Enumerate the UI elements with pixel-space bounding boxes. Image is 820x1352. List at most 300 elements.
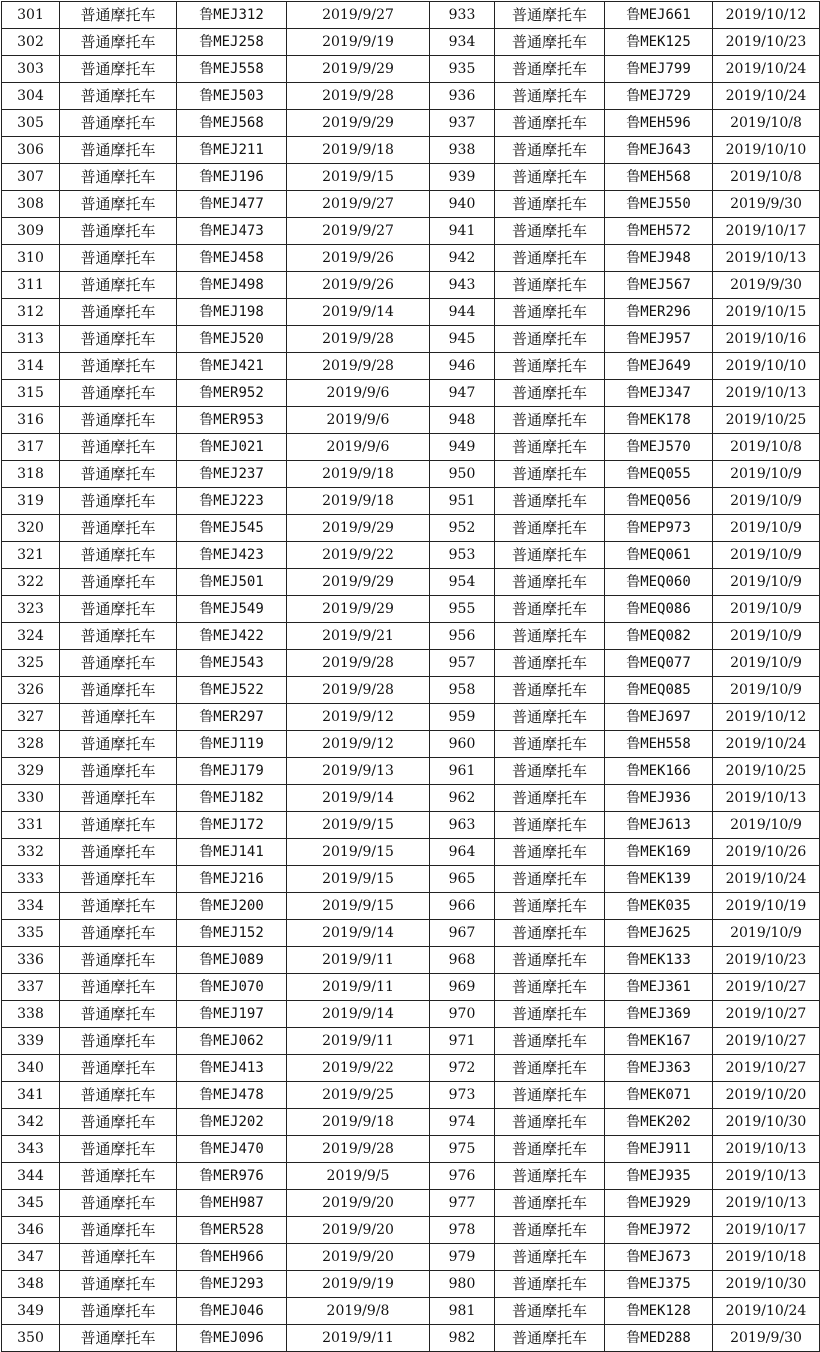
vehicle-type-right: 普通摩托车: [495, 272, 605, 299]
vehicle-type-left: 普通摩托车: [60, 164, 177, 191]
registration-date-left: 2019/9/20: [287, 1217, 430, 1244]
plate-number-right: 鲁MEK035: [605, 893, 713, 920]
row-number-left: 302: [2, 29, 60, 56]
row-number-left: 345: [2, 1190, 60, 1217]
plate-number-left: 鲁MEJ089: [177, 947, 287, 974]
row-number-left: 313: [2, 326, 60, 353]
plate-number-right: 鲁MEK202: [605, 1109, 713, 1136]
vehicle-type-right: 普通摩托车: [495, 596, 605, 623]
row-number-left: 305: [2, 110, 60, 137]
table-row: [2, 1244, 820, 1271]
row-number-left: 343: [2, 1136, 60, 1163]
plate-number-right: 鲁MEJ661: [605, 2, 713, 29]
registration-date-right: 2019/10/9: [713, 920, 820, 947]
table-row: [2, 920, 820, 947]
registration-date-left: 2019/9/26: [287, 245, 430, 272]
registration-date-left: 2019/9/18: [287, 461, 430, 488]
plate-number-left: 鲁MER952: [177, 380, 287, 407]
plate-number-right: 鲁MEK071: [605, 1082, 713, 1109]
registration-date-left: 2019/9/28: [287, 353, 430, 380]
vehicle-type-left: 普通摩托车: [60, 326, 177, 353]
vehicle-type-right: 普通摩托车: [495, 1055, 605, 1082]
plate-number-left: 鲁MEJ196: [177, 164, 287, 191]
vehicle-type-right: 普通摩托车: [495, 947, 605, 974]
vehicle-type-left: 普通摩托车: [60, 245, 177, 272]
plate-number-left: 鲁MEJ293: [177, 1271, 287, 1298]
vehicle-type-right: 普通摩托车: [495, 380, 605, 407]
table-row: [2, 893, 820, 920]
table-body: [2, 2, 820, 1352]
plate-number-left: 鲁MEJ211: [177, 137, 287, 164]
row-number-left: 321: [2, 542, 60, 569]
registration-date-right: 2019/10/13: [713, 1136, 820, 1163]
plate-number-left: 鲁MEJ312: [177, 2, 287, 29]
registration-date-right: 2019/10/18: [713, 1244, 820, 1271]
registration-date-right: 2019/10/20: [713, 1082, 820, 1109]
table-row: [2, 1109, 820, 1136]
vehicle-type-left: 普通摩托车: [60, 1244, 177, 1271]
plate-number-right: 鲁MEQ077: [605, 650, 713, 677]
row-number-right: 981: [430, 1298, 495, 1325]
row-number-left: 341: [2, 1082, 60, 1109]
plate-number-left: 鲁MEJ421: [177, 353, 287, 380]
plate-number-right: 鲁MEJ567: [605, 272, 713, 299]
plate-number-left: 鲁MEJ152: [177, 920, 287, 947]
vehicle-type-left: 普通摩托车: [60, 677, 177, 704]
registration-date-left: 2019/9/15: [287, 812, 430, 839]
vehicle-type-right: 普通摩托车: [495, 866, 605, 893]
row-number-left: 331: [2, 812, 60, 839]
table-row: [2, 1190, 820, 1217]
vehicle-type-left: 普通摩托车: [60, 380, 177, 407]
registration-date-right: 2019/10/17: [713, 218, 820, 245]
registration-date-left: 2019/9/27: [287, 191, 430, 218]
registration-date-left: 2019/9/13: [287, 758, 430, 785]
vehicle-type-right: 普通摩托车: [495, 623, 605, 650]
row-number-left: 350: [2, 1325, 60, 1352]
table-row: [2, 272, 820, 299]
row-number-right: 965: [430, 866, 495, 893]
vehicle-type-left: 普通摩托车: [60, 920, 177, 947]
vehicle-type-left: 普通摩托车: [60, 272, 177, 299]
row-number-left: 303: [2, 56, 60, 83]
plate-number-right: 鲁MEJ948: [605, 245, 713, 272]
vehicle-type-left: 普通摩托车: [60, 542, 177, 569]
row-number-left: 347: [2, 1244, 60, 1271]
table-row: [2, 434, 820, 461]
row-number-right: 937: [430, 110, 495, 137]
plate-number-right: 鲁MEJ957: [605, 326, 713, 353]
table-row: [2, 515, 820, 542]
row-number-right: 979: [430, 1244, 495, 1271]
vehicle-type-left: 普通摩托车: [60, 596, 177, 623]
plate-number-right: 鲁MEQ056: [605, 488, 713, 515]
plate-number-left: 鲁MEJ458: [177, 245, 287, 272]
row-number-left: 349: [2, 1298, 60, 1325]
row-number-left: 336: [2, 947, 60, 974]
registration-date-left: 2019/9/28: [287, 83, 430, 110]
row-number-right: 963: [430, 812, 495, 839]
row-number-left: 304: [2, 83, 60, 110]
plate-number-left: 鲁MEJ202: [177, 1109, 287, 1136]
registration-date-left: 2019/9/22: [287, 542, 430, 569]
row-number-right: 967: [430, 920, 495, 947]
row-number-right: 958: [430, 677, 495, 704]
vehicle-type-left: 普通摩托车: [60, 461, 177, 488]
plate-number-right: 鲁MEJ929: [605, 1190, 713, 1217]
row-number-left: 314: [2, 353, 60, 380]
vehicle-type-left: 普通摩托车: [60, 110, 177, 137]
row-number-left: 316: [2, 407, 60, 434]
vehicle-type-left: 普通摩托车: [60, 29, 177, 56]
vehicle-type-right: 普通摩托车: [495, 974, 605, 1001]
table-row: [2, 326, 820, 353]
row-number-left: 310: [2, 245, 60, 272]
plate-number-right: 鲁MEJ347: [605, 380, 713, 407]
vehicle-type-right: 普通摩托车: [495, 515, 605, 542]
vehicle-type-right: 普通摩托车: [495, 704, 605, 731]
vehicle-type-left: 普通摩托车: [60, 1217, 177, 1244]
row-number-left: 346: [2, 1217, 60, 1244]
vehicle-registration-table: [1, 1, 820, 1352]
plate-number-right: 鲁MEJ369: [605, 1001, 713, 1028]
table-row: [2, 677, 820, 704]
row-number-left: 348: [2, 1271, 60, 1298]
plate-number-right: 鲁MEQ060: [605, 569, 713, 596]
registration-date-right: 2019/10/24: [713, 1298, 820, 1325]
plate-number-left: 鲁MEJ568: [177, 110, 287, 137]
row-number-left: 317: [2, 434, 60, 461]
plate-number-left: 鲁MER953: [177, 407, 287, 434]
registration-date-left: 2019/9/18: [287, 137, 430, 164]
registration-date-left: 2019/9/14: [287, 299, 430, 326]
row-number-left: 324: [2, 623, 60, 650]
table-row: [2, 164, 820, 191]
registration-date-left: 2019/9/11: [287, 1325, 430, 1352]
plate-number-left: 鲁MEJ021: [177, 434, 287, 461]
plate-number-left: 鲁MEJ470: [177, 1136, 287, 1163]
vehicle-type-right: 普通摩托车: [495, 1244, 605, 1271]
row-number-right: 956: [430, 623, 495, 650]
table-row: [2, 83, 820, 110]
registration-date-left: 2019/9/14: [287, 920, 430, 947]
vehicle-type-left: 普通摩托车: [60, 137, 177, 164]
registration-date-left: 2019/9/11: [287, 974, 430, 1001]
plate-number-right: 鲁MEJ697: [605, 704, 713, 731]
registration-date-left: 2019/9/25: [287, 1082, 430, 1109]
plate-number-left: 鲁MEJ543: [177, 650, 287, 677]
row-number-right: 951: [430, 488, 495, 515]
table-row: [2, 380, 820, 407]
plate-number-left: 鲁MEJ478: [177, 1082, 287, 1109]
registration-date-left: 2019/9/27: [287, 2, 430, 29]
table-row: [2, 704, 820, 731]
plate-number-right: 鲁MEK128: [605, 1298, 713, 1325]
registration-date-right: 2019/10/27: [713, 1055, 820, 1082]
row-number-left: 342: [2, 1109, 60, 1136]
registration-date-right: 2019/10/30: [713, 1271, 820, 1298]
vehicle-type-right: 普通摩托车: [495, 731, 605, 758]
table-row: [2, 218, 820, 245]
registration-date-left: 2019/9/21: [287, 623, 430, 650]
table-row: [2, 29, 820, 56]
registration-date-left: 2019/9/29: [287, 110, 430, 137]
vehicle-type-right: 普通摩托车: [495, 299, 605, 326]
registration-date-left: 2019/9/15: [287, 164, 430, 191]
vehicle-type-left: 普通摩托车: [60, 434, 177, 461]
vehicle-type-left: 普通摩托车: [60, 1109, 177, 1136]
registration-date-left: 2019/9/22: [287, 1055, 430, 1082]
vehicle-type-left: 普通摩托车: [60, 893, 177, 920]
row-number-right: 941: [430, 218, 495, 245]
vehicle-type-right: 普通摩托车: [495, 920, 605, 947]
row-number-right: 976: [430, 1163, 495, 1190]
vehicle-type-left: 普通摩托车: [60, 731, 177, 758]
plate-number-left: 鲁MEJ141: [177, 839, 287, 866]
registration-date-right: 2019/10/12: [713, 2, 820, 29]
vehicle-type-left: 普通摩托车: [60, 488, 177, 515]
registration-date-right: 2019/10/26: [713, 839, 820, 866]
row-number-left: 301: [2, 2, 60, 29]
registration-date-right: 2019/10/24: [713, 56, 820, 83]
vehicle-type-right: 普通摩托车: [495, 1325, 605, 1352]
row-number-right: 936: [430, 83, 495, 110]
table-row: [2, 1325, 820, 1352]
row-number-right: 968: [430, 947, 495, 974]
registration-date-left: 2019/9/15: [287, 866, 430, 893]
plate-number-left: 鲁MEJ549: [177, 596, 287, 623]
registration-date-right: 2019/10/9: [713, 596, 820, 623]
registration-date-left: 2019/9/12: [287, 731, 430, 758]
row-number-left: 311: [2, 272, 60, 299]
vehicle-type-left: 普通摩托车: [60, 1028, 177, 1055]
vehicle-type-left: 普通摩托车: [60, 785, 177, 812]
registration-date-left: 2019/9/6: [287, 434, 430, 461]
registration-date-right: 2019/10/25: [713, 758, 820, 785]
table-row: [2, 623, 820, 650]
plate-number-right: 鲁MEJ625: [605, 920, 713, 947]
plate-number-right: 鲁MEK167: [605, 1028, 713, 1055]
vehicle-type-left: 普通摩托车: [60, 56, 177, 83]
plate-number-right: 鲁MEK125: [605, 29, 713, 56]
row-number-right: 934: [430, 29, 495, 56]
registration-date-right: 2019/10/24: [713, 83, 820, 110]
registration-date-right: 2019/10/9: [713, 515, 820, 542]
plate-number-right: 鲁MEK169: [605, 839, 713, 866]
plate-number-left: 鲁MEJ119: [177, 731, 287, 758]
table-row: [2, 2, 820, 29]
registration-date-left: 2019/9/8: [287, 1298, 430, 1325]
registration-date-left: 2019/9/18: [287, 488, 430, 515]
plate-number-right: 鲁MEQ085: [605, 677, 713, 704]
vehicle-type-left: 普通摩托车: [60, 866, 177, 893]
vehicle-type-left: 普通摩托车: [60, 299, 177, 326]
plate-number-right: 鲁MER296: [605, 299, 713, 326]
row-number-right: 980: [430, 1271, 495, 1298]
vehicle-type-right: 普通摩托车: [495, 83, 605, 110]
row-number-right: 957: [430, 650, 495, 677]
plate-number-left: 鲁MEJ198: [177, 299, 287, 326]
table-row: [2, 974, 820, 1001]
row-number-right: 935: [430, 56, 495, 83]
row-number-left: 340: [2, 1055, 60, 1082]
table-row: [2, 461, 820, 488]
vehicle-type-right: 普通摩托车: [495, 758, 605, 785]
table-row: [2, 1136, 820, 1163]
vehicle-type-left: 普通摩托车: [60, 1325, 177, 1352]
row-number-left: 308: [2, 191, 60, 218]
registration-date-left: 2019/9/20: [287, 1244, 430, 1271]
plate-number-left: 鲁MEJ498: [177, 272, 287, 299]
vehicle-type-right: 普通摩托车: [495, 164, 605, 191]
registration-date-right: 2019/10/16: [713, 326, 820, 353]
table-row: [2, 245, 820, 272]
registration-date-left: 2019/9/12: [287, 704, 430, 731]
row-number-left: 344: [2, 1163, 60, 1190]
plate-number-right: 鲁MEJ570: [605, 434, 713, 461]
vehicle-type-right: 普通摩托车: [495, 650, 605, 677]
row-number-right: 940: [430, 191, 495, 218]
registration-date-right: 2019/10/27: [713, 974, 820, 1001]
row-number-left: 315: [2, 380, 60, 407]
row-number-right: 938: [430, 137, 495, 164]
registration-date-right: 2019/10/19: [713, 893, 820, 920]
row-number-right: 948: [430, 407, 495, 434]
vehicle-type-right: 普通摩托车: [495, 29, 605, 56]
plate-number-left: 鲁MEJ258: [177, 29, 287, 56]
vehicle-type-right: 普通摩托车: [495, 1109, 605, 1136]
vehicle-type-right: 普通摩托车: [495, 488, 605, 515]
table-row: [2, 1055, 820, 1082]
registration-date-right: 2019/10/10: [713, 137, 820, 164]
table-row: [2, 191, 820, 218]
registration-date-left: 2019/9/28: [287, 650, 430, 677]
table-row: [2, 137, 820, 164]
vehicle-type-right: 普通摩托车: [495, 1271, 605, 1298]
plate-number-left: 鲁MEJ503: [177, 83, 287, 110]
registration-date-left: 2019/9/29: [287, 596, 430, 623]
vehicle-type-right: 普通摩托车: [495, 1217, 605, 1244]
vehicle-type-right: 普通摩托车: [495, 542, 605, 569]
plate-number-left: 鲁MEJ237: [177, 461, 287, 488]
plate-number-right: 鲁MEH596: [605, 110, 713, 137]
plate-number-left: 鲁MEJ520: [177, 326, 287, 353]
registration-date-right: 2019/10/23: [713, 947, 820, 974]
vehicle-type-right: 普通摩托车: [495, 191, 605, 218]
vehicle-type-left: 普通摩托车: [60, 1136, 177, 1163]
row-number-left: 330: [2, 785, 60, 812]
row-number-right: 939: [430, 164, 495, 191]
plate-number-left: 鲁MEJ172: [177, 812, 287, 839]
registration-date-right: 2019/10/27: [713, 1001, 820, 1028]
row-number-right: 969: [430, 974, 495, 1001]
row-number-right: 960: [430, 731, 495, 758]
registration-date-right: 2019/10/8: [713, 434, 820, 461]
row-number-left: 309: [2, 218, 60, 245]
row-number-right: 950: [430, 461, 495, 488]
plate-number-right: 鲁MEJ729: [605, 83, 713, 110]
registration-date-left: 2019/9/29: [287, 569, 430, 596]
table-row: [2, 596, 820, 623]
vehicle-type-left: 普通摩托车: [60, 353, 177, 380]
row-number-right: 947: [430, 380, 495, 407]
table-row: [2, 839, 820, 866]
vehicle-type-right: 普通摩托车: [495, 326, 605, 353]
registration-date-left: 2019/9/28: [287, 677, 430, 704]
registration-date-right: 2019/10/23: [713, 29, 820, 56]
row-number-right: 953: [430, 542, 495, 569]
table-row: [2, 758, 820, 785]
row-number-left: 306: [2, 137, 60, 164]
vehicle-type-right: 普通摩托车: [495, 839, 605, 866]
plate-number-right: 鲁MEQ082: [605, 623, 713, 650]
vehicle-type-right: 普通摩托车: [495, 1082, 605, 1109]
table-row: [2, 488, 820, 515]
plate-number-right: 鲁MEJ649: [605, 353, 713, 380]
vehicle-type-left: 普通摩托车: [60, 569, 177, 596]
plate-number-right: 鲁MEQ055: [605, 461, 713, 488]
row-number-right: 962: [430, 785, 495, 812]
plate-number-left: 鲁MEJ179: [177, 758, 287, 785]
plate-number-right: 鲁MEJ375: [605, 1271, 713, 1298]
registration-date-left: 2019/9/11: [287, 1028, 430, 1055]
registration-date-left: 2019/9/20: [287, 1190, 430, 1217]
registration-date-right: 2019/10/15: [713, 299, 820, 326]
vehicle-type-left: 普通摩托车: [60, 1055, 177, 1082]
plate-number-left: 鲁MEH987: [177, 1190, 287, 1217]
vehicle-type-right: 普通摩托车: [495, 1136, 605, 1163]
table-row: [2, 542, 820, 569]
vehicle-type-right: 普通摩托车: [495, 407, 605, 434]
registration-date-right: 2019/10/9: [713, 569, 820, 596]
plate-number-left: 鲁MER976: [177, 1163, 287, 1190]
vehicle-type-right: 普通摩托车: [495, 56, 605, 83]
vehicle-type-left: 普通摩托车: [60, 1298, 177, 1325]
row-number-left: 332: [2, 839, 60, 866]
row-number-right: 974: [430, 1109, 495, 1136]
vehicle-type-left: 普通摩托车: [60, 218, 177, 245]
registration-date-left: 2019/9/15: [287, 893, 430, 920]
plate-number-right: 鲁MEJ361: [605, 974, 713, 1001]
vehicle-type-right: 普通摩托车: [495, 110, 605, 137]
vehicle-type-left: 普通摩托车: [60, 1163, 177, 1190]
plate-number-left: 鲁MEJ223: [177, 488, 287, 515]
row-number-right: 966: [430, 893, 495, 920]
vehicle-type-left: 普通摩托车: [60, 1271, 177, 1298]
table-row: [2, 1163, 820, 1190]
registration-date-right: 2019/10/9: [713, 488, 820, 515]
registration-date-left: 2019/9/29: [287, 515, 430, 542]
registration-date-left: 2019/9/6: [287, 407, 430, 434]
row-number-right: 964: [430, 839, 495, 866]
plate-number-left: 鲁MEJ558: [177, 56, 287, 83]
plate-number-left: 鲁MEJ522: [177, 677, 287, 704]
row-number-left: 326: [2, 677, 60, 704]
table-row: [2, 110, 820, 137]
row-number-right: 933: [430, 2, 495, 29]
vehicle-type-right: 普通摩托车: [495, 137, 605, 164]
row-number-right: 943: [430, 272, 495, 299]
plate-number-left: 鲁MEJ200: [177, 893, 287, 920]
table-row: [2, 1298, 820, 1325]
table-row: [2, 569, 820, 596]
plate-number-right: 鲁MEJ935: [605, 1163, 713, 1190]
vehicle-type-left: 普通摩托车: [60, 191, 177, 218]
vehicle-type-left: 普通摩托车: [60, 947, 177, 974]
registration-date-left: 2019/9/14: [287, 785, 430, 812]
vehicle-type-right: 普通摩托车: [495, 1298, 605, 1325]
plate-number-left: 鲁MEJ422: [177, 623, 287, 650]
